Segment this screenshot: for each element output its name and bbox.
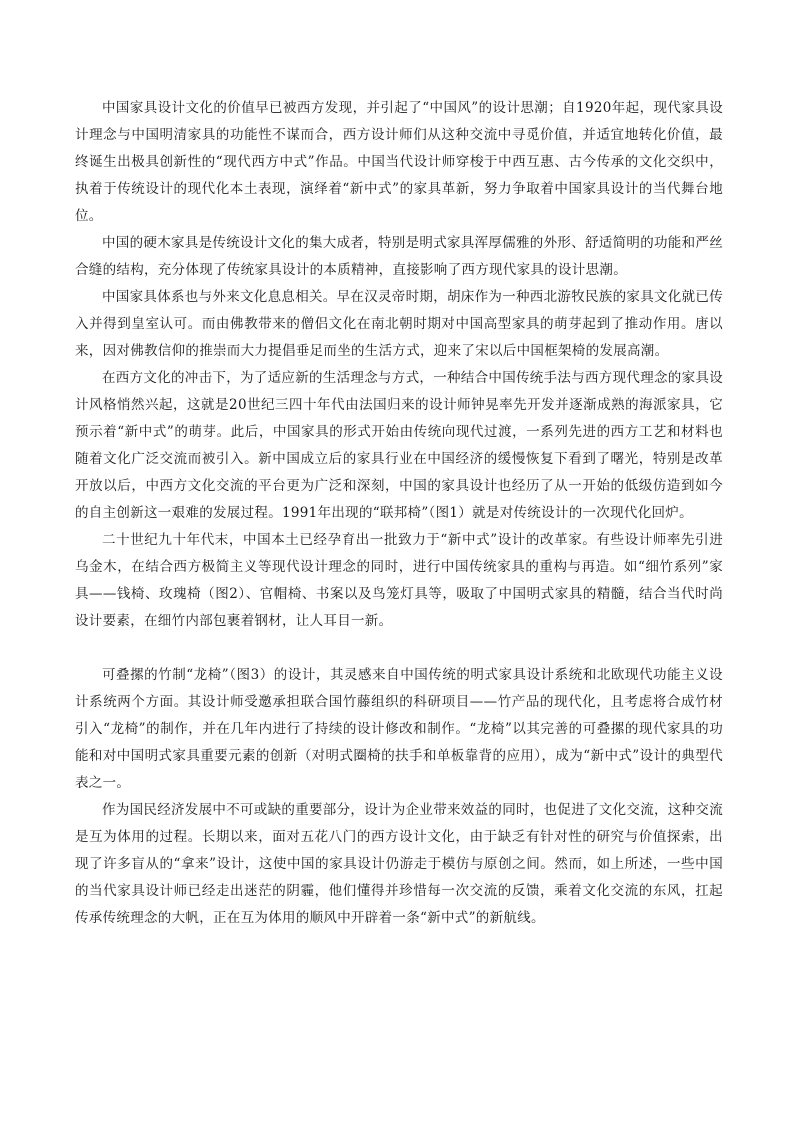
paragraph: 二十世纪九十年代末，中国本土已经孕育出一批致力于“新中式”设计的改革家。有些设计师率先引进乌金木，在结合西方极简主义等现代设计理念的同时，进行中国传统家具的重构与再造。如“细竹系列”家具——钱椅、玫瑰椅（图2）、官帽椅、书案以及鸟笼灯具等，吸取了中国明式家具的精髓，结合当代时尚设计要素，在细竹内部包裹着钢材，让人耳目一新。	[75, 532, 723, 629]
paragraph: 可叠摞的竹制“龙椅”（图3）的设计，其灵感来自中国传统的明式家具设计系统和北欧现代功能主义设计系统两个方面。其设计师受邀承担联合国竹藤组织的科研项目——竹产品的现代化，且考虑将合成竹材引入“龙椅”的制作，并在几年内进行了持续的设计修改和制作。“龙椅”以其完善的可叠摞的现代家具的功能和对中国明式家具重要元素的创新（对明式圈椅的扶手和单板靠背的应用），成为“新中式”设计的典型代表之一。	[75, 667, 723, 791]
paragraph: 中国的硬木家具是传统设计文化的集大成者，特别是明式家具浑厚儒雅的外形、舒适简明的功能和严丝合缝的结构，充分体现了传统家具设计的本质精神，直接影响了西方现代家具的设计思潮。	[75, 235, 723, 278]
paragraph: 作为国民经济发展中不可或缺的重要部分，设计为企业带来效益的同时，也促进了文化交流，这种交流是互为体用的过程。长期以来，面对五花八门的西方设计文化，由于缺乏有针对性的研究与价值探索，出现了许多盲从的“拿来”设计，这使中国的家具设计仍游走于模仿与原创之间。然而，如上所述，一些中国的当代家具设计师已经走出迷茫的阴霾，他们懂得并珍惜每一次交流的反馈，乘着文化交流的东风，扛起传承传统理念的大帆，正在互为体用的顺风中开辟着一条“新中式”的新航线。	[75, 802, 723, 926]
document-body	[75, 95, 723, 932]
section-gap	[75, 635, 723, 662]
paragraph: 在西方文化的冲击下，为了适应新的生活理念与方式，一种结合中国传统手法与西方现代理念的家具设计风格悄然兴起，这就是20世纪三四十年代由法国归来的设计师钟晃率先开发并逐渐成熟的海派家具，它预示着“新中式”的萌芽。此后，中国家具的形式开始由传统向现代过渡，一系列先进的西方工艺和材料也随着文化广泛交流而被引入。新中国成立后的家具行业在中国经济的缓慢恢复下看到了曙光，特别是改革开放以后，中西方文化交流的平台更为广泛和深刻，中国的家具设计也经历了从一开始的低级仿造到如今的自主创新这一艰难的发展过程。1991年出现的“联邦椅”（图1）就是对传统设计的一次现代化回炉。	[75, 370, 723, 521]
paragraph: 中国家具设计文化的价值早已被西方发现，并引起了“中国风”的设计思潮；自1920年起，现代家具设计理念与中国明清家具的功能性不谋而合，西方设计师们从这种交流中寻觅价值，并适宜地转化价值，最终诞生出极具创新性的“现代西方中式”作品。中国当代设计师穿梭于中西互惠、古今传承的文化交织中，执着于传统设计的现代化本土表现，演绎着“新中式”的家具革新，努力争取着中国家具设计的当代舞台地位。	[75, 100, 723, 224]
paragraph: 中国家具体系也与外来文化息息相关。早在汉灵帝时期，胡床作为一种西北游牧民族的家具文化就已传入并得到皇室认可。而由佛教带来的僧侣文化在南北朝时期对中国高型家具的萌芽起到了推动作用。唐以来，因对佛教信仰的推崇而大力提倡垂足而坐的生活方式，迎来了宋以后中国框架椅的发展高潮。	[75, 289, 723, 359]
